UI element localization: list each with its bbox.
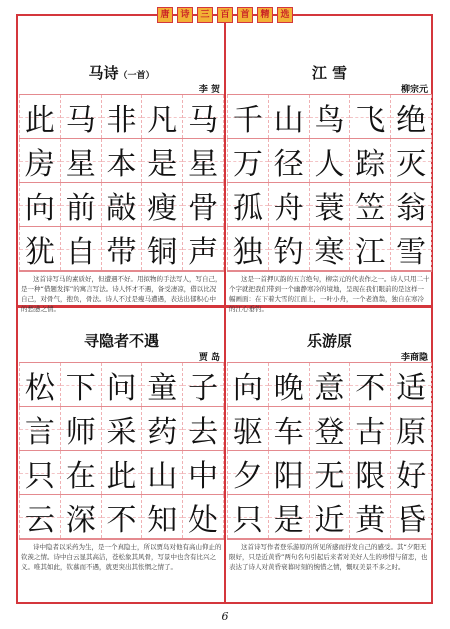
grid-cell: 舟 xyxy=(269,183,310,226)
grid-cell: 登 xyxy=(310,407,351,450)
banner-char: 三 xyxy=(197,7,213,23)
grid-cell: 凡 xyxy=(142,95,183,138)
grid-cell: 灭 xyxy=(391,139,432,182)
copybook-grid xyxy=(19,94,224,271)
poem-subtitle: （一首） xyxy=(118,71,155,81)
copybook-grid xyxy=(227,94,432,271)
grid-cell: 近 xyxy=(310,495,351,538)
grid-cell: 原 xyxy=(391,407,432,450)
copybook-grid xyxy=(227,362,432,539)
poem-commentary: 这首诗写马的素质好，但遭遇不好。用拟物的手法写人，写自己，是一种“借题发挥”的寓言写法。诗人怀才不遇，备受凄凉，借以比况自己，对骨气，抱负，骨法。诗人不过是瘦马遭遇，表达出郁积心中的愁懑之情。 xyxy=(19,271,224,316)
grid-cell: 夕 xyxy=(227,451,269,494)
grid-cell: 本 xyxy=(102,139,143,182)
grid-cell: 铜 xyxy=(142,227,183,270)
grid-cell: 是 xyxy=(142,139,183,182)
grid-cell: 此 xyxy=(102,451,143,494)
grid-row xyxy=(19,227,224,271)
grid-cell: 古 xyxy=(350,407,391,450)
poem-author: 柳宗元 xyxy=(400,85,428,95)
poem-title xyxy=(227,62,432,83)
grid-cell: 山 xyxy=(269,95,310,138)
poem-title-text: 寻隐者不遇 xyxy=(83,332,159,350)
grid-cell: 绝 xyxy=(391,95,432,138)
poem-title-text: 马诗 xyxy=(88,64,119,82)
grid-cell: 昏 xyxy=(391,495,432,538)
grid-cell: 飞 xyxy=(350,95,391,138)
grid-cell: 人 xyxy=(310,139,351,182)
grid-row xyxy=(19,495,224,539)
page-number: 6 xyxy=(221,610,229,623)
grid-cell: 中 xyxy=(183,451,224,494)
grid-cell: 翁 xyxy=(391,183,432,226)
grid-cell: 药 xyxy=(142,407,183,450)
banner-char: 选 xyxy=(277,7,293,23)
grid-cell: 声 xyxy=(183,227,224,270)
grid-cell: 驱 xyxy=(227,407,269,450)
grid-cell: 寒 xyxy=(310,227,351,270)
grid-cell: 钓 xyxy=(269,227,310,270)
grid-cell: 下 xyxy=(61,363,102,406)
grid-cell: 只 xyxy=(227,495,269,538)
grid-cell: 径 xyxy=(269,139,310,182)
grid-cell: 好 xyxy=(391,451,432,494)
poem-author: 李商隐 xyxy=(400,353,428,363)
banner-char: 精 xyxy=(257,7,273,23)
grid-cell: 只 xyxy=(19,451,61,494)
grid-cell: 江 xyxy=(350,227,391,270)
grid-cell: 鸟 xyxy=(310,95,351,138)
grid-cell: 去 xyxy=(183,407,224,450)
poem-author: 贾 岛 xyxy=(198,353,220,363)
grid-cell: 敲 xyxy=(102,183,143,226)
grid-cell: 云 xyxy=(19,495,61,538)
grid-cell: 阳 xyxy=(269,451,310,494)
grid-cell: 星 xyxy=(61,139,102,182)
grid-cell: 向 xyxy=(19,183,61,226)
grid-cell: 非 xyxy=(102,95,143,138)
poem-title-text: 江 雪 xyxy=(311,64,348,82)
banner-char: 百 xyxy=(217,7,233,23)
grid-cell: 向 xyxy=(227,363,269,406)
grid-cell: 是 xyxy=(269,495,310,538)
grid-cell: 千 xyxy=(227,95,269,138)
grid-row xyxy=(227,139,432,183)
poem-title xyxy=(19,62,224,83)
grid-cell: 犹 xyxy=(19,227,61,270)
poem-title-text: 乐游原 xyxy=(306,332,352,350)
grid-cell: 房 xyxy=(19,139,61,182)
grid-row xyxy=(227,227,432,271)
grid-cell: 深 xyxy=(61,495,102,538)
column-divider xyxy=(224,14,226,604)
grid-cell: 限 xyxy=(350,451,391,494)
grid-cell: 星 xyxy=(183,139,224,182)
poem-title xyxy=(19,330,224,351)
grid-cell: 采 xyxy=(102,407,143,450)
grid-cell: 童 xyxy=(142,363,183,406)
poem-commentary: 这是一首押仄韵的五言绝句，柳宗元的代表作之一。诗人只用二十个字就把我们带到一个幽静寒冷的境地，呈现在我们眼前的是这样一幅画面：在下着大雪的江面上，一叶小舟，一个老渔翁，独自在寒冷的江心垂钓。 xyxy=(227,271,432,316)
grid-cell: 山 xyxy=(142,451,183,494)
grid-cell: 处 xyxy=(183,495,224,538)
grid-cell: 车 xyxy=(269,407,310,450)
poem-commentary: 这首诗写作者登乐游原的所见所感而抒发自己的感受。其“夕阳无限好，只是近黄昏”两句名句引起后来者对美好人生的珍惜与留恋，也表达了诗人对黄昏衰暮时刻的惋惜之情，慨叹美景不多之时。 xyxy=(227,539,432,574)
grid-row xyxy=(19,363,224,407)
grid-cell: 知 xyxy=(142,495,183,538)
poem-author: 李 贺 xyxy=(198,85,220,95)
grid-cell: 独 xyxy=(227,227,269,270)
grid-row xyxy=(227,363,432,407)
grid-cell: 万 xyxy=(227,139,269,182)
banner-char: 首 xyxy=(237,7,253,23)
grid-row xyxy=(19,407,224,451)
grid-row xyxy=(227,495,432,539)
grid-row xyxy=(19,451,224,495)
grid-cell: 此 xyxy=(19,95,61,138)
poem-title xyxy=(227,330,432,351)
grid-row xyxy=(227,183,432,227)
grid-cell: 孤 xyxy=(227,183,269,226)
grid-cell: 晚 xyxy=(269,363,310,406)
grid-row xyxy=(227,451,432,495)
grid-cell: 马 xyxy=(183,95,224,138)
grid-cell: 子 xyxy=(183,363,224,406)
grid-cell: 师 xyxy=(61,407,102,450)
grid-cell: 骨 xyxy=(183,183,224,226)
grid-cell: 蓑 xyxy=(310,183,351,226)
grid-row xyxy=(19,95,224,139)
grid-cell: 马 xyxy=(61,95,102,138)
grid-cell: 雪 xyxy=(391,227,432,270)
grid-cell: 自 xyxy=(61,227,102,270)
grid-row xyxy=(19,183,224,227)
grid-cell: 带 xyxy=(102,227,143,270)
banner-rule-left xyxy=(135,15,153,16)
banner-char: 唐 xyxy=(157,7,173,23)
header-banner xyxy=(135,5,315,25)
banner-rule-right xyxy=(297,15,315,16)
grid-cell: 松 xyxy=(19,363,61,406)
grid-cell: 意 xyxy=(310,363,351,406)
grid-cell: 不 xyxy=(102,495,143,538)
grid-cell: 适 xyxy=(391,363,432,406)
grid-cell: 无 xyxy=(310,451,351,494)
copybook-grid xyxy=(19,362,224,539)
grid-cell: 踪 xyxy=(350,139,391,182)
grid-cell: 不 xyxy=(350,363,391,406)
banner-char: 诗 xyxy=(177,7,193,23)
grid-cell: 笠 xyxy=(350,183,391,226)
grid-cell: 问 xyxy=(102,363,143,406)
grid-cell: 黄 xyxy=(350,495,391,538)
grid-cell: 言 xyxy=(19,407,61,450)
grid-cell: 瘦 xyxy=(142,183,183,226)
grid-row xyxy=(227,407,432,451)
poem-commentary: 诗中隐者以采药为生，是一个真隐士，所以贾岛对他有高山仰止的钦羡之情。诗中白云显其高洁，苍松象其风骨，写景中也含有比兴之义。唯其如此，钦慕而不遇，就更突出其怅惘之情了。 xyxy=(19,539,224,574)
grid-row xyxy=(19,139,224,183)
grid-cell: 前 xyxy=(61,183,102,226)
grid-row xyxy=(227,95,432,139)
grid-cell: 在 xyxy=(61,451,102,494)
